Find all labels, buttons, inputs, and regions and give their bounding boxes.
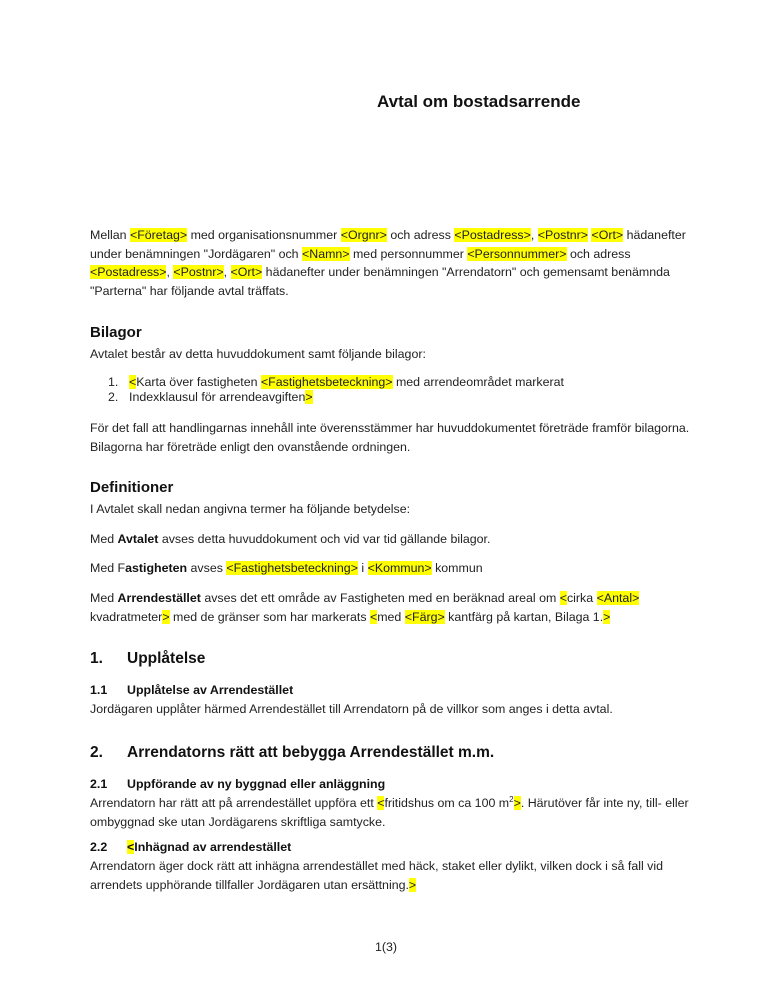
definition-avtalet	[90, 530, 700, 549]
subsection-number: 2.2	[90, 840, 108, 854]
definitioner-intro: I Avtalet skall nedan angivna termer ha följande betydelse:	[90, 502, 411, 516]
text: kvadratmeter	[90, 609, 163, 624]
text: ,	[166, 265, 174, 279]
text: avses	[187, 561, 227, 575]
field-postadress-2[interactable]: <Postadress>	[90, 265, 167, 279]
bilagor-precedence: För det fall att handlingarnas innehåll inte överensstämmer har huvuddokumentet företräde framför bilagorna. Bilagorna har företräde enligt den ovanstående ordningen.	[90, 421, 690, 454]
text: ,	[223, 265, 231, 279]
document-title: Avtal om bostadsarrende	[377, 92, 581, 111]
text: Med	[90, 532, 118, 546]
placeholder-close: >	[603, 609, 611, 624]
text: avses det ett område av Fastigheten med en beräknad areal om	[200, 591, 560, 605]
text: kommun	[431, 561, 483, 575]
field-postnr[interactable]: <Postnr>	[537, 228, 589, 242]
term: Arrendestället	[117, 591, 201, 605]
list-number: 2.	[108, 390, 119, 404]
page-number: 1(3)	[374, 940, 398, 954]
section-1-heading	[90, 650, 205, 668]
subsection-title: Uppförande av ny byggnad eller anläggning	[127, 777, 386, 791]
section-2-heading	[90, 744, 494, 762]
placeholder-close: >	[162, 609, 170, 624]
subsection-title: Inhägnad av arrendestället	[134, 840, 292, 854]
heading-definitioner: Definitioner	[90, 479, 174, 496]
text: Indexklausul för arrendeavgiften	[129, 390, 306, 404]
text: ,	[530, 228, 538, 242]
heading-bilagor: Bilagor	[90, 324, 142, 341]
definition-fastigheten	[90, 559, 700, 578]
section-number: 2.	[90, 744, 103, 761]
placeholder-close: >	[408, 877, 417, 892]
field-personnummer[interactable]: <Personnummer>	[467, 246, 567, 261]
field-foretag[interactable]: <Företag>	[129, 228, 188, 242]
placeholder-close: >	[513, 796, 521, 810]
field-fastighetsbeteckning[interactable]: <Fastighetsbeteckning>	[260, 375, 393, 389]
text: Karta över fastigheten	[136, 375, 261, 389]
text: hädanefter under benämningen "Arrendatorn" och gemensamt benämnda "Parterna" har följande avtal träffats.	[90, 265, 670, 298]
subsection-1-1-heading	[90, 683, 293, 697]
text: hädanefter under benämningen "Jordägaren" och	[90, 228, 686, 261]
field-fastighetsbeteckning-2[interactable]: <Fastighetsbeteckning>	[226, 561, 358, 575]
text: Med F	[90, 561, 126, 575]
text: fritidshus om ca 100 m	[384, 796, 510, 810]
text: och adress	[386, 228, 455, 242]
field-namn[interactable]: <Namn>	[302, 246, 350, 261]
placeholder-open: <	[559, 591, 567, 605]
intro-paragraph	[90, 226, 700, 300]
placeholder-close: >	[305, 390, 313, 404]
placeholder-open: <	[377, 796, 385, 810]
superscript: 2	[509, 794, 514, 804]
section-title: Upplåtelse	[127, 650, 206, 667]
text: med arrendeområdet markerat	[392, 375, 564, 389]
bilagor-intro: Avtalet består av detta huvuddokument samt följande bilagor:	[90, 347, 426, 361]
placeholder-open: <	[129, 375, 137, 389]
list-number: 1.	[108, 375, 119, 389]
field-farg[interactable]: <Färg>	[404, 609, 445, 624]
subsection-2-2-body	[90, 857, 700, 894]
placeholder-open: <	[127, 840, 135, 854]
field-postnr-2[interactable]: <Postnr>	[173, 265, 224, 279]
text: med de gränser som har markerats	[169, 609, 370, 624]
subsection-title: Upplåtelse av Arrendestället	[127, 683, 294, 697]
field-ort-2[interactable]: <Ort>	[230, 265, 263, 279]
text: Med	[90, 591, 118, 605]
text: . Härutöver får inte ny, till- eller ombyggnad ske utan Jordägarens skriftliga samtycke.	[90, 796, 689, 829]
text: med organisationsnummer	[187, 228, 341, 242]
placeholder-open: <	[369, 609, 378, 624]
subsection-2-2-heading	[90, 840, 291, 854]
definition-arrendestallet	[90, 589, 700, 626]
text: Arrendatorn äger dock rätt att inhägna arrendestället med häck, staket eller dylikt, vilken dock i så fall vid arrendets upphörande tillfaller Jordägaren utan ersättning.	[90, 859, 664, 892]
bilaga-item-2	[108, 390, 313, 405]
subsection-2-1-body	[90, 794, 700, 831]
text: avses detta huvuddokument och vid var tid gällande bilagor.	[158, 532, 491, 546]
field-antal[interactable]: <Antal>	[596, 591, 640, 605]
text: och adress	[566, 246, 631, 261]
term: Avtalet	[117, 532, 159, 546]
field-kommun[interactable]: <Kommun>	[367, 561, 432, 575]
bilaga-item-1	[108, 375, 564, 390]
subsection-1-1-body: Jordägaren upplåter härmed Arrendestället till Arrendatorn på de villkor som anges i detta avtal.	[90, 702, 613, 716]
text: Arrendatorn har rätt att på arrendestället uppföra ett	[90, 796, 378, 810]
text: kantfärg på kartan, Bilaga 1.	[444, 609, 604, 624]
text: cirka	[566, 591, 597, 605]
subsection-number: 2.1	[90, 777, 108, 791]
text: Mellan	[90, 228, 130, 242]
subsection-number: 1.1	[90, 683, 108, 697]
text: med	[377, 609, 405, 624]
term: astigheten	[125, 561, 188, 575]
subsection-2-1-heading	[90, 777, 385, 791]
text: i	[357, 561, 368, 575]
section-title: Arrendatorns rätt att bebygga Arrendestället m.m.	[127, 744, 495, 761]
text: med personnummer	[349, 246, 468, 261]
field-ort[interactable]: <Ort>	[591, 228, 624, 242]
section-number: 1.	[90, 650, 103, 667]
field-orgnr[interactable]: <Orgnr>	[340, 228, 387, 242]
field-postadress[interactable]: <Postadress>	[454, 228, 531, 242]
